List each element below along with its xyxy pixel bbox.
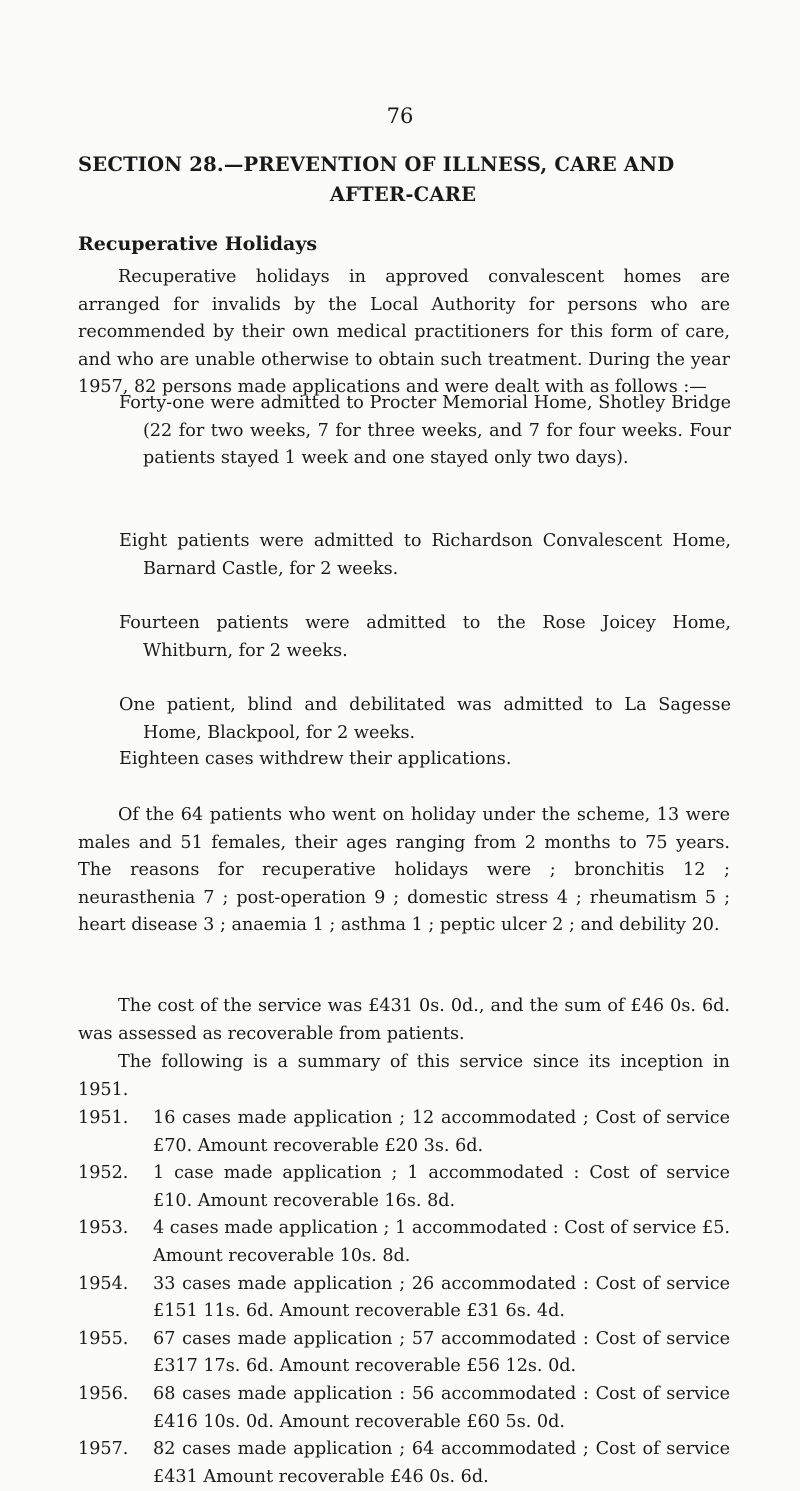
cost-paragraph: The cost of the service was £431 0s. 0d., and the sum of £46 0s. 6d. was assessed as recoverable from patients. xyxy=(78,996,730,1044)
section-heading xyxy=(78,150,728,210)
year-text: 68 cases made application : 56 accommodated : Cost of service £416 10s. 0d. Amount recoverable £60 5s. 0d. xyxy=(153,1383,730,1432)
year-text: 16 cases made application ; 12 accommodated ; Cost of service £70. Amount recoverable £20 3s. 6d. xyxy=(153,1108,730,1156)
year-label: 1952. xyxy=(78,1163,129,1184)
subheading: Recuperative Holidays xyxy=(78,233,318,255)
year-text: 4 cases made application ; 1 accommodated : Cost of service £5. Amount recoverable 10s. 8d. xyxy=(153,1218,730,1266)
year-text: 33 cases made application ; 26 accommodated : Cost of service £151 11s. 6d. Amount recoverable £31 6s. 4d. xyxy=(153,1273,730,1322)
stats-paragraph: Of the 64 patients who went on holiday under the scheme, 13 were males and 51 females, their ages ranging from 2 months to 75 years. The reasons for recuperative holidays were ; bronchitis 12 ; neurasthenia 7 ; post-operation 9 ; domestic stress 4 ; rheumatism 5 ; heart disease 3 ; anaemia 1 ; asthma 1 ; peptic ulcer 2 ; and debility 20. xyxy=(78,805,730,936)
year-row xyxy=(78,1105,730,1160)
entry-la-sagesse-home: One patient, blind and debilitated was admitted to La Sagesse Home, Blackpool, for 2 weeks. xyxy=(119,695,731,743)
year-text: 1 case made application ; 1 accommodated : Cost of service £10. Amount recoverable 16s. 8d. xyxy=(153,1163,730,1211)
entry-rose-joicey-home: Fourteen patients were admitted to the Rose Joicey Home, Whitburn, for 2 weeks. xyxy=(119,613,731,661)
year-row xyxy=(78,1271,730,1326)
summary-intro: The following is a summary of this service since its inception in 1951. xyxy=(78,1052,730,1100)
section-heading-line-2: AFTER-CARE xyxy=(329,183,477,206)
year-row xyxy=(78,1381,730,1436)
year-row xyxy=(78,1215,730,1270)
entry-withdrawals: Eighteen cases withdrew their applications. xyxy=(119,749,512,769)
year-row xyxy=(78,1436,730,1491)
year-label: 1956. xyxy=(78,1383,129,1404)
entry-procter-home: Forty-one were admitted to Procter Memorial Home, Shotley Bridge (22 for two weeks, 7 for three weeks, and 7 for four weeks. Four patients stayed 1 week and one stayed only two days). xyxy=(119,393,731,469)
year-text: 82 cases made application ; 64 accommodated ; Cost of service £431 Amount recoverable £46 0s. 6d. xyxy=(153,1439,730,1487)
year-label: 1957. xyxy=(78,1439,129,1460)
yearly-summary xyxy=(78,1105,730,1491)
page-number: 76 xyxy=(386,104,414,128)
year-text: 67 cases made application ; 57 accommodated : Cost of service £317 17s. 6d. Amount recoverable £56 12s. 0d. xyxy=(153,1328,730,1377)
entry-richardson-home: Eight patients were admitted to Richardson Convalescent Home, Barnard Castle, for 2 weeks. xyxy=(119,531,731,579)
year-row xyxy=(78,1160,730,1215)
intro-paragraph: Recuperative holidays in approved convalescent homes are arranged for invalids by the Local Authority for persons who are recommended by their own medical practitioners for this form of care, and who are unable otherwise to obtain such treatment. During the year 1957, 82 persons made applications and were dealt with as follows :— xyxy=(78,267,730,398)
year-row xyxy=(78,1326,730,1381)
section-heading-line-1: SECTION 28.—PREVENTION OF ILLNESS, CARE AND xyxy=(78,153,675,176)
year-label: 1953. xyxy=(78,1218,129,1239)
year-label: 1955. xyxy=(78,1328,129,1349)
year-label: 1954. xyxy=(78,1273,129,1294)
year-label: 1951. xyxy=(78,1108,129,1128)
